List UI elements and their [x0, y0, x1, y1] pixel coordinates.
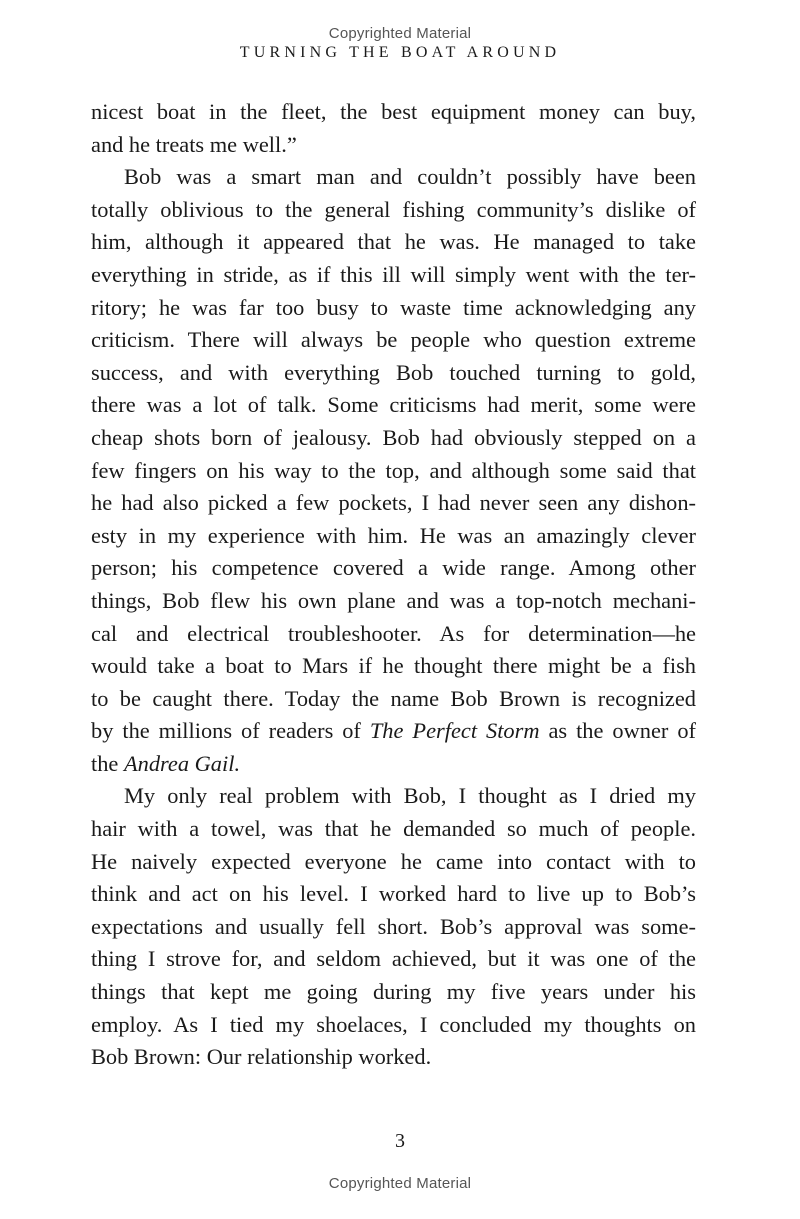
text-line: think and act on his level. I worked hard to live up to Bob’s	[91, 881, 696, 907]
text-line: He naively expected everyone he came into contact with to	[91, 848, 696, 874]
text-line: My only real problem with Bob, I thought as I dried my	[124, 783, 696, 809]
text-line: things, Bob flew his own plane and was a top-notch mechani-	[91, 587, 696, 613]
text-line: criticism. There will always be people who question extreme	[91, 327, 696, 353]
text-line: Bob was a smart man and couldn’t possibly have been	[124, 164, 696, 190]
text-line: everything in stride, as if this ill will simply went with the ter-	[91, 261, 696, 287]
text-line-with-title	[91, 748, 696, 781]
boat-name: Andrea Gail.	[123, 750, 241, 776]
body-text	[91, 96, 696, 1074]
text-line-with-title	[91, 715, 696, 748]
text-line: expectations and usually fell short. Bob’s approval was some-	[91, 913, 696, 939]
text-line: few fingers on his way to the top, and although some said that	[91, 457, 696, 483]
text-line: nicest boat in the fleet, the best equipment money can buy,	[91, 99, 696, 124]
text-line: totally oblivious to the general fishing community’s dislike of	[91, 196, 696, 222]
text-line: cal and electrical troubleshooter. As for determination—he	[91, 620, 696, 646]
text-segment: the	[91, 750, 124, 776]
text-line: hair with a towel, was that he demanded so much of people.	[91, 816, 696, 842]
running-head: TURNING THE BOAT AROUND	[239, 44, 561, 61]
book-title: The Perfect Storm	[369, 718, 540, 744]
text-line: he had also picked a few pockets, I had never seen any dishon-	[91, 490, 696, 516]
text-line: to be caught there. Today the name Bob Brown is recognized	[91, 685, 696, 711]
text-line: Bob Brown: Our relationship worked.	[91, 1044, 432, 1070]
text-line: would take a boat to Mars if he thought there might be a fish	[91, 653, 696, 679]
text-line: and he treats me well.”	[91, 131, 297, 157]
text-line: success, and with everything Bob touched turning to gold,	[91, 359, 696, 385]
text-segment: by the millions of readers of	[91, 718, 370, 744]
text-line: things that kept me going during my five years under his	[91, 979, 696, 1005]
text-line: person; his competence covered a wide range. Among other	[91, 555, 696, 581]
text-line: there was a lot of talk. Some criticisms had merit, some were	[91, 392, 696, 418]
text-line: him, although it appeared that he was. He managed to take	[91, 229, 696, 255]
text-segment: as the owner of	[539, 718, 696, 744]
text-line: ritory; he was far too busy to waste time acknowledging any	[91, 294, 696, 320]
text-line: employ. As I tied my shoelaces, I concluded my thoughts on	[91, 1011, 696, 1037]
text-line: thing I strove for, and seldom achieved, but it was one of the	[91, 946, 696, 972]
text-line: esty in my experience with him. He was an amazingly clever	[91, 522, 696, 548]
copyright-watermark-bottom: Copyrighted Material	[328, 1175, 472, 1192]
copyright-watermark-top: Copyrighted Material	[328, 25, 472, 42]
text-line: cheap shots born of jealousy. Bob had obviously stepped on a	[91, 424, 696, 450]
page-number: 3	[395, 1130, 405, 1152]
